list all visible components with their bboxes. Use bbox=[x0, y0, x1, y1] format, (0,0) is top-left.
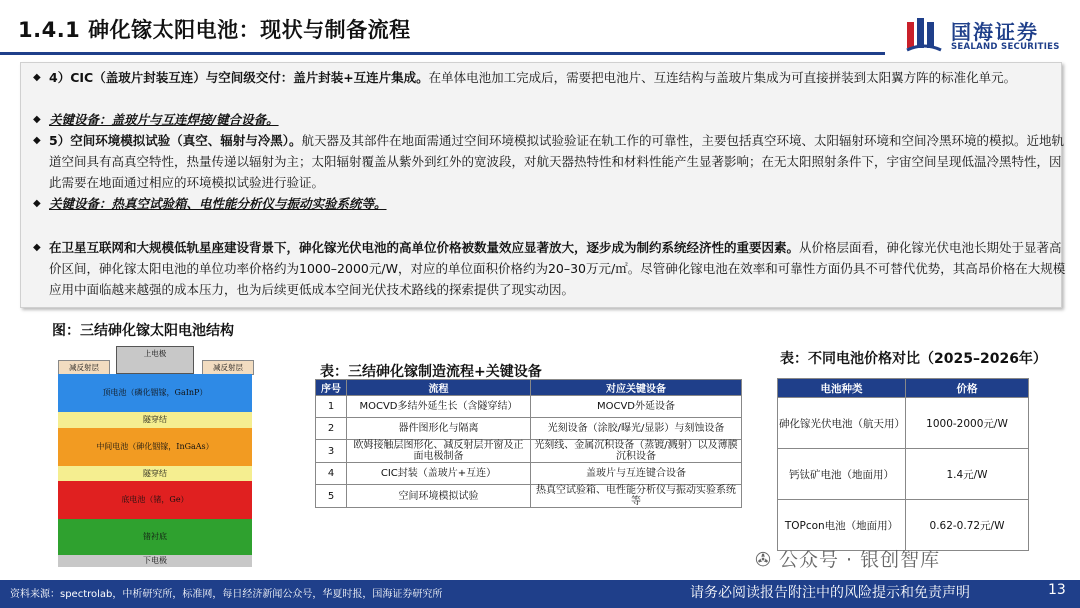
bullet-price-text: 从价格层面看，砷化镓光伏电池长期处于显著高价区间，砷化镓太阳电池的单位功率价格约为1000–2000元/W，对应的单位面积价格约为20–30万元/㎡。尽管砷化镓电池在效率和可靠性方面仍具不可替代优势，其高昂价格在大规模应用中面临越来越强的成本压力，也为后续更低成本空间光伏技术路线的探索提供了现实动因。 bbox=[49, 240, 1066, 297]
bottom-electrode: 下电极 bbox=[58, 555, 252, 567]
table-cell: 热真空试验箱、电性能分析仪与振动实验系统等 bbox=[531, 485, 742, 508]
solar-cell-structure-diagram bbox=[52, 346, 262, 570]
bullet-space-test-heading: 5）空间环境模拟试验（真空、辐射与冷黑）。 bbox=[49, 133, 302, 148]
page-title: 1.4.1 砷化镓太阳电池：现状与制备流程 bbox=[18, 18, 411, 42]
column-header: 对应关键设备 bbox=[531, 380, 742, 396]
table-cell: 3 bbox=[316, 440, 347, 463]
source-note: 资料来源：spectrolab，中析研究所，标准网，每日经济新闻公众号，华夏时报，国海证券研究所 bbox=[10, 589, 443, 600]
top-cell-layer: 顶电池（磷化铟镓，GaInP） bbox=[58, 374, 252, 412]
substrate-layer: 锗衬底 bbox=[58, 519, 252, 555]
summary-box bbox=[20, 62, 1066, 308]
logo-text-cn: 国海证券 bbox=[951, 20, 1039, 44]
wechat-icon: ✇ bbox=[755, 549, 772, 571]
column-header: 序号 bbox=[316, 380, 347, 396]
wechat-watermark bbox=[755, 545, 940, 572]
table-row bbox=[316, 440, 742, 463]
table-title-price: 表：不同电池价格对比（2025–2026年） bbox=[780, 351, 1047, 367]
watermark-text: 公众号 · 银创智库 bbox=[778, 549, 941, 571]
table-cell: 4 bbox=[316, 463, 347, 485]
diamond-bullet-icon: ◆ bbox=[33, 114, 41, 125]
bottom-cell-layer: 底电池（锗，Ge） bbox=[58, 481, 252, 519]
table-cell: 钙钛矿电池（地面用） bbox=[778, 449, 906, 500]
table-cell: 器件图形化与隔离 bbox=[347, 418, 531, 440]
diamond-bullet-icon: ◆ bbox=[33, 135, 41, 146]
table-cell: 光刻设备（涂胶/曝光/显影）与刻蚀设备 bbox=[531, 418, 742, 440]
antireflection-layer-right: 减反射层 bbox=[202, 360, 254, 375]
key-equipment-text: 关键设备：热真空试验箱、电性能分析仪与振动实验系统等。 bbox=[49, 196, 387, 211]
diamond-bullet-icon: ◆ bbox=[33, 242, 41, 253]
tunnel-junction-1: 隧穿结 bbox=[58, 412, 252, 428]
middle-cell-layer: 中间电池（砷化铟镓，InGaAs） bbox=[58, 428, 252, 466]
table-cell: 空间环境模拟试验 bbox=[347, 485, 531, 508]
table-cell: 2 bbox=[316, 418, 347, 440]
table-cell: 1000-2000元/W bbox=[906, 398, 1029, 449]
key-equipment-text: 关键设备：盖玻片与互连焊接/键合设备。 bbox=[49, 112, 279, 127]
table-cell: 5 bbox=[316, 485, 347, 508]
page-number: 13 bbox=[1048, 582, 1066, 598]
table-cell: 1 bbox=[316, 396, 347, 418]
title-divider bbox=[0, 52, 885, 55]
table-cell: 0.62-0.72元/W bbox=[906, 500, 1029, 551]
bullet-key-equipment-1 bbox=[33, 109, 1069, 130]
sealand-logo-icon bbox=[905, 16, 943, 54]
table-row bbox=[316, 418, 742, 440]
column-header: 电池种类 bbox=[778, 379, 906, 398]
table-cell: TOPcon电池（地面用） bbox=[778, 500, 906, 551]
logo-text-en: SEALAND SECURITIES bbox=[951, 42, 1060, 52]
bullet-key-equipment-2 bbox=[33, 193, 1069, 214]
bullet-cic bbox=[33, 67, 1069, 88]
table-cell: MOCVD多结外延生长（含隧穿结） bbox=[347, 396, 531, 418]
table-cell: 砷化镓光伏电池（航天用） bbox=[778, 398, 906, 449]
table-title-process: 表：三结砷化镓制造流程+关键设备 bbox=[320, 364, 542, 380]
table-cell: 光刻线、金属沉积设备（蒸镀/溅射）以及薄膜沉积设备 bbox=[531, 440, 742, 463]
disclaimer-text: 请务必阅读报告附注中的风险提示和免责声明 bbox=[690, 585, 970, 601]
table-cell: 欧姆接触层图形化、减反射层开窗及正面电极制备 bbox=[347, 440, 531, 463]
antireflection-layer-left: 减反射层 bbox=[58, 360, 110, 375]
bullet-cic-text: 在单体电池加工完成后，需要把电池片、互连结构与盖玻片集成为可直接拼装到太阳翼方阵的标准化单元。 bbox=[428, 70, 1017, 85]
process-table bbox=[315, 379, 742, 508]
table-row bbox=[778, 449, 1029, 500]
price-table bbox=[777, 378, 1029, 551]
table-row bbox=[778, 500, 1029, 551]
tunnel-junction-2: 隧穿结 bbox=[58, 466, 252, 481]
bullet-space-test bbox=[33, 130, 1069, 193]
table-row bbox=[316, 485, 742, 508]
bullet-cic-heading: 4）CIC（盖玻片封装互连）与空间级交付：盖片封装+互连片集成。 bbox=[49, 70, 429, 85]
diamond-bullet-icon: ◆ bbox=[33, 72, 41, 83]
diamond-bullet-icon: ◆ bbox=[33, 198, 41, 209]
table-row bbox=[778, 398, 1029, 449]
bullet-price-analysis bbox=[33, 237, 1069, 300]
table-cell: MOCVD外延设备 bbox=[531, 396, 742, 418]
bullet-price-heading: 在卫星互联网和大规模低轨星座建设背景下，砷化镓光伏电池的高单位价格被数量效应显著放大，逐步成为制约系统经济性的重要因素。 bbox=[49, 240, 800, 255]
bullet-space-test-text: 航天器及其部件在地面需通过空间环境模拟试验验证在轨工作的可靠性，主要包括真空环境、太阳辐射环境和空间冷黑环境的模拟。近地轨道空间具有高真空特性，热量传递以辐射为主；太阳辐射覆盖从紫外到红外的宽波段，对航天器热特性和材料性能产生显著影响；在无太阳照射条件下，宇宙空间呈现低温冷黑特性，因此需要在地面通过相应的环境模拟试验进行验证。 bbox=[49, 133, 1064, 190]
figure-title-structure: 图：三结砷化镓太阳电池结构 bbox=[52, 323, 234, 339]
top-electrode: 上电极 bbox=[116, 346, 194, 374]
table-row bbox=[316, 396, 742, 418]
company-logo bbox=[905, 14, 1065, 58]
column-header: 价格 bbox=[906, 379, 1029, 398]
column-header: 流程 bbox=[347, 380, 531, 396]
table-cell: 1.4元/W bbox=[906, 449, 1029, 500]
table-row bbox=[316, 463, 742, 485]
table-cell: 盖玻片与互连键合设备 bbox=[531, 463, 742, 485]
table-cell: CIC封装（盖玻片+互连） bbox=[347, 463, 531, 485]
